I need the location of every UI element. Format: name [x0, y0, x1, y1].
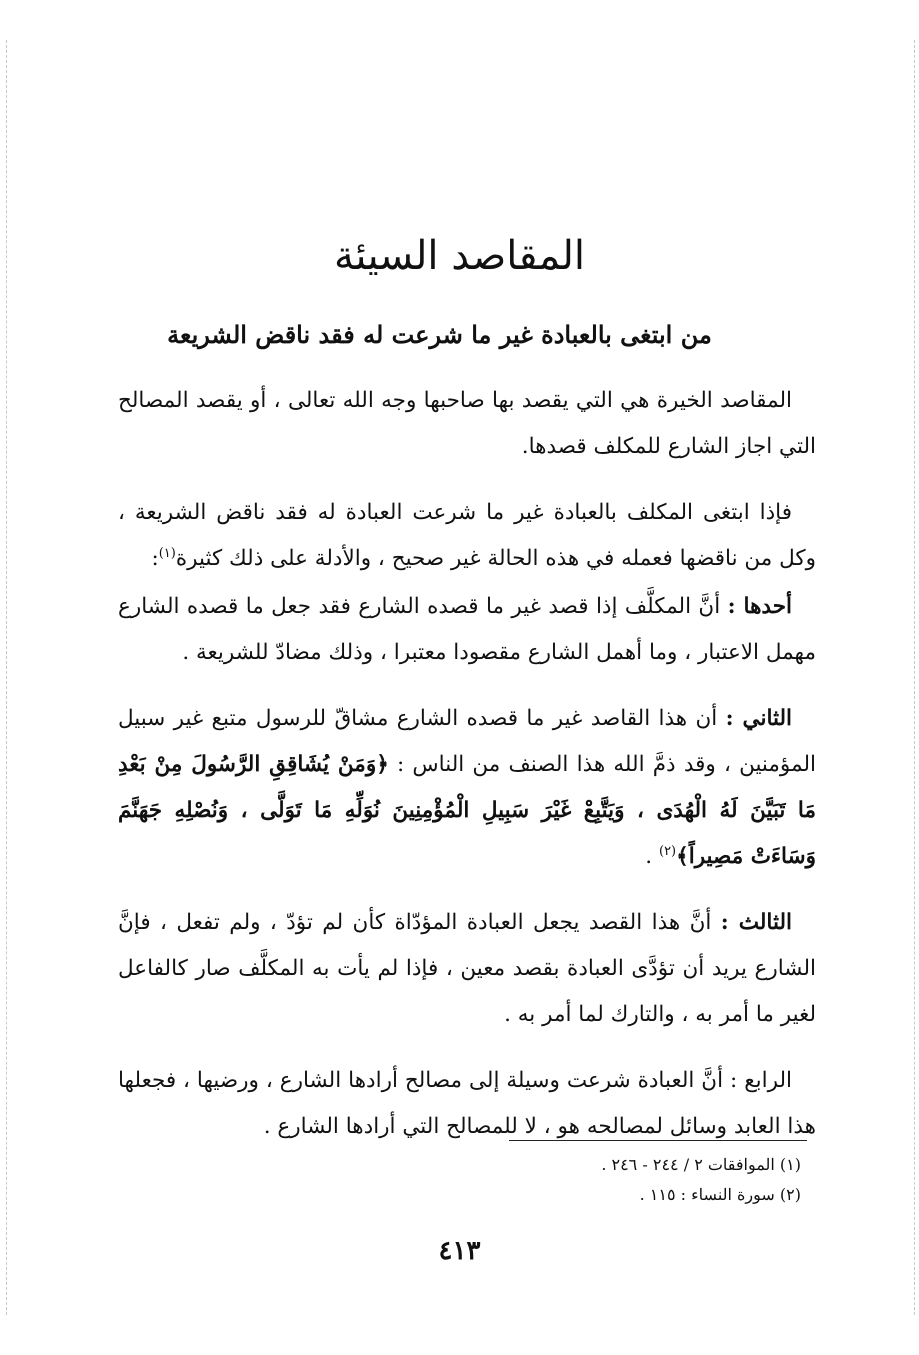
point-1-label: أحدها :: [727, 594, 792, 619]
page-edge-right: [914, 40, 915, 1315]
footnote-1: (١) الموافقات ٢ / ٢٤٤ - ٢٤٦ .: [601, 1155, 801, 1174]
footnotes: [381, 1150, 801, 1210]
paragraph-2-text: فإذا ابتغى المكلف بالعبادة غير ما شرعت العبادة له فقد ناقض الشريعة ، وكل من ناقضها فعمله في هذه الحالة غير صحيح ، والأدلة على ذلك كثيرة: [118, 500, 816, 571]
paragraph-5-text: أنَّ هذا القصد يجعل العبادة المؤدّاة كأن لم تؤدّ ، ولم تفعل ، فإنَّ الشارع يريد أن تؤدَّى العبادة بقصد معين ، فإذا لم يأت به المكلَّف صار كالفاعل لغير ما أمر به ، والتارك لما أمر به .: [118, 910, 816, 1027]
page-edge-left: [6, 40, 7, 1315]
paragraph-1-text: المقاصد الخيرة هي التي يقصد بها صاحبها وجه الله تعالى ، أو يقصد المصالح التي اجاز الشارع للمكلف قصدها.: [118, 388, 816, 459]
paragraph-2: [118, 490, 816, 582]
paragraph-4-text: أن هذا القاصد غير ما قصده الشارع مشاقّ للرسول متبع غير سبيل المؤمنين ، وقد ذمَّ الله هذا الصنف من الناس :: [118, 706, 816, 777]
point-3-label: الثالث :: [720, 910, 792, 935]
point-2-label: الثاني :: [725, 706, 793, 731]
paragraph-1: [118, 378, 816, 470]
footnote-ref-2: (٢): [658, 843, 677, 859]
paragraph-2-end: :: [151, 546, 159, 571]
paragraph-6-text: الرابع : أنَّ العبادة شرعت وسيلة إلى مصالح أرادها الشارع ، ورضيها ، فجعلها هذا العابد وسائل لمصالحه هو ، لا للمصالح التي أرادها الشارع .: [118, 1068, 816, 1139]
footnote-divider: [509, 1140, 807, 1141]
footnote-2: (٢) سورة النساء : ١١٥ .: [639, 1185, 801, 1204]
section-heading: من ابتغى بالعبادة غير ما شرعت له فقد ناقض الشريعة: [167, 320, 712, 349]
paragraph-6: [118, 1058, 816, 1150]
paragraph-5: [118, 900, 816, 1038]
chapter-title: المقاصد السيئة: [333, 233, 586, 279]
footnote-ref-1: (١): [158, 545, 176, 561]
page-number: ٤١٣: [438, 1236, 481, 1266]
paragraph-4-end: .: [645, 844, 653, 869]
paragraph-3-text: أنَّ المكلَّف إذا قصد غير ما قصده الشارع فقد جعل ما قصده الشارع مهمل الاعتبار ، وما أهمل الشارع مقصودا معتبرا ، وذلك مضادّ للشريعة .: [118, 594, 816, 665]
body-text: [118, 378, 816, 1170]
quran-verse: ﴿وَمَنْ يُشَاقِقِ الرَّسُولَ مِنْ بَعْدِ مَا تَبَيَّنَ لَهُ الْهُدَى ، وَيَتَّبِعْ غَيْرَ سَبِيلِ الْمُؤْمِنِينَ نُوَلِّهِ مَا تَوَلَّى ، وَنُصْلِهِ جَهَنَّمَ وَسَاءَتْ مَصِيراً﴾: [118, 752, 816, 869]
paragraph-3: [118, 584, 816, 676]
paragraph-4: [118, 696, 816, 880]
